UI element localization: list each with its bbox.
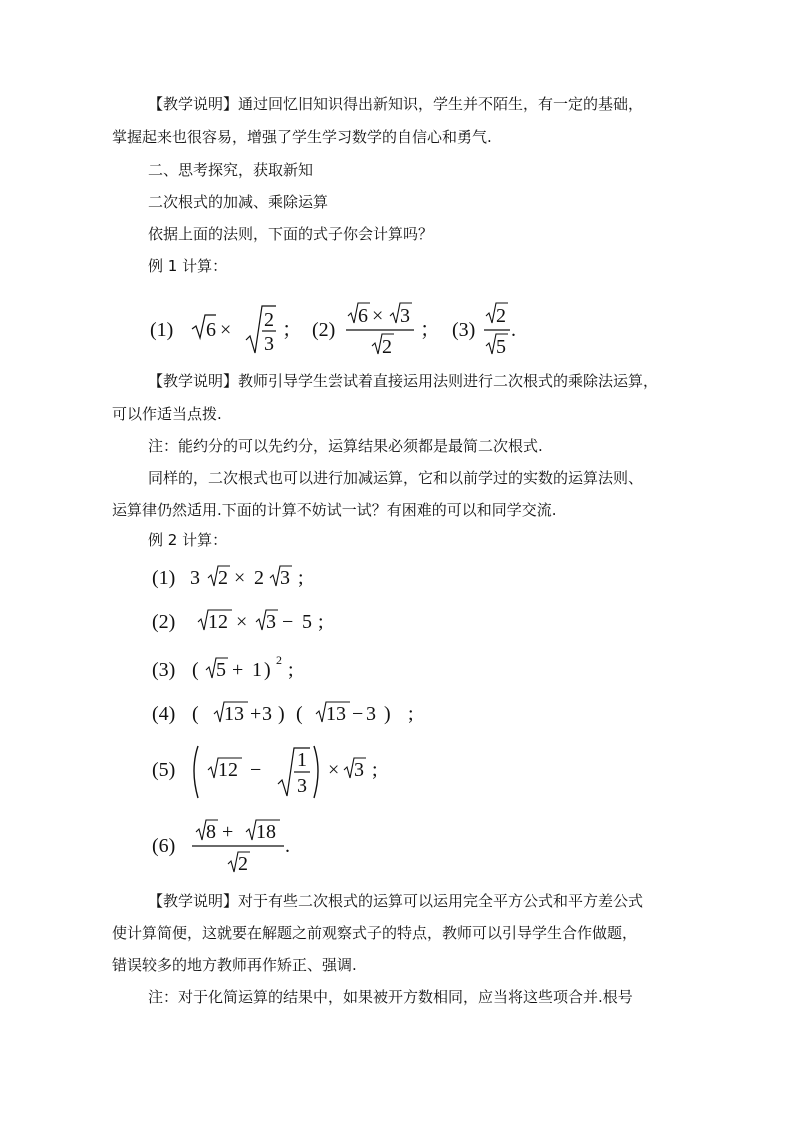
teaching-note-1-line-1: 【教学说明】通过回忆旧知识得出新知识，学生并不陌生，有一定的基础， — [148, 95, 644, 113]
right-big-paren — [314, 746, 318, 798]
ex2-r5-label: (5) — [152, 759, 176, 781]
ex1-semicolon-1: ； — [282, 319, 302, 341]
ex2-r2-rad1: 12 — [208, 611, 228, 633]
note-1: 注：能约分的可以先约分，运算结果必须都是最简二次根式. — [148, 437, 543, 455]
example-1-formula — [150, 298, 550, 368]
example-2-row-3 — [152, 648, 452, 694]
ex2-r3-lparen: ( — [192, 659, 199, 681]
example-2-row-1 — [152, 560, 452, 602]
ex2-r3-rparen: ) — [264, 659, 271, 681]
ex2-r4-rad2: 13 — [326, 703, 346, 725]
ex2-r1-times: × — [234, 567, 246, 589]
ex2-r6-end: . — [285, 835, 290, 857]
ex2-r4-c2: 3 — [366, 703, 376, 725]
ex2-r2-rad2: 3 — [266, 611, 276, 633]
ex2-r2-minus: − — [282, 611, 294, 633]
ex2-r5-frac-num: 1 — [297, 749, 307, 771]
ex2-r6-rad2: 18 — [256, 821, 276, 843]
ex2-r6-rad1: 8 — [206, 821, 216, 843]
ex1-label-1: (1) — [150, 319, 174, 341]
ex2-r6-plus: + — [222, 821, 234, 843]
ex2-r1-rad1: 2 — [218, 567, 228, 589]
ex2-r4-c1: 3 — [262, 703, 272, 725]
example-2-row-5 — [152, 740, 452, 810]
ex2-r3-end: ; — [288, 659, 294, 681]
ex2-r4-rparen-2: ) — [384, 703, 391, 725]
teaching-note-2-line-1: 【教学说明】教师引导学生尝试着直接运用法则进行二次根式的乘除法运算， — [148, 372, 659, 390]
teaching-note-1-line-2: 掌握起来也很容易，增强了学生学习数学的自信心和勇气. — [112, 128, 492, 146]
example-2-row-2 — [152, 604, 452, 646]
subheading: 二次根式的加减、乘除运算 — [148, 193, 329, 211]
ex2-r3-plus: + — [232, 659, 244, 681]
ex1-frac-num: 2 — [264, 309, 274, 331]
ex2-r6-den: 2 — [238, 853, 248, 875]
ex2-r5-frac-den: 3 — [297, 775, 307, 797]
ex2-r5-rad1: 12 — [218, 759, 238, 781]
ex2-r3-exponent: 2 — [276, 653, 282, 667]
teaching-note-3-line-1: 【教学说明】对于有些二次根式的运算可以运用完全平方公式和平方差公式 — [148, 892, 644, 910]
teaching-note-2-line-2: 可以作适当点拨. — [112, 405, 222, 423]
example-1-svg — [150, 298, 550, 362]
example-2-row-4 — [152, 696, 472, 738]
ex2-r4-lparen-1: ( — [192, 703, 199, 725]
ex2-r3-label: (3) — [152, 659, 176, 681]
ex2-r4-plus: + — [250, 703, 262, 725]
ex2-r1-label: (1) — [152, 567, 176, 589]
ex2-r3-rad: 5 — [216, 659, 226, 681]
ex2-r2-const: 5 — [302, 611, 312, 633]
ex1-num-b: 3 — [400, 305, 410, 327]
ex2-r4-end: ; — [408, 703, 414, 725]
ex1-semicolon-2: ； — [420, 319, 440, 341]
ex1-dot: . — [511, 319, 516, 341]
left-big-paren — [194, 746, 198, 798]
ex2-r1-coef2: 2 — [254, 567, 264, 589]
ex2-r5-minus: − — [250, 759, 262, 781]
ex1-den-2: 2 — [382, 336, 392, 358]
ex1-num-times: × — [372, 305, 384, 327]
ex2-r4-rparen-1: ) — [278, 703, 285, 725]
note-2: 注：对于化简运算的结果中，如果被开方数相同，应当将这些项合并.根号 — [148, 988, 633, 1006]
ex2-r2-times: × — [236, 611, 248, 633]
ex2-r2-end: ; — [318, 611, 324, 633]
ex1-frac-den: 3 — [264, 333, 274, 355]
ex2-r4-rad1: 13 — [224, 703, 244, 725]
ex2-r2-label: (2) — [152, 611, 176, 633]
section-heading: 二、思考探究，获取新知 — [148, 161, 314, 179]
paragraph-3-line-2: 运算律仍然适用.下面的计算不妨试一试？有困难的可以和同学交流. — [112, 501, 557, 519]
ex1-times: × — [220, 319, 232, 341]
ex1-num3: 2 — [496, 305, 506, 327]
teaching-note-3-line-2: 使计算简便，这就要在解题之前观察式子的特点，教师可以引导学生合作做题， — [112, 924, 638, 942]
example-2-row-6 — [152, 812, 452, 888]
ex2-r4-minus: − — [352, 703, 364, 725]
ex1-label-2: (2) — [312, 319, 336, 341]
intro-text: 依据上面的法则，下面的式子你会计算吗？ — [148, 225, 434, 243]
ex2-r1-end: ; — [298, 567, 304, 589]
paragraph-3-line-1: 同样的，二次根式也可以进行加减运算，它和以前学过的实数的运算法则、 — [148, 469, 644, 487]
ex1-num-a: 6 — [358, 305, 368, 327]
ex1-label-3: (3) — [452, 319, 476, 341]
ex2-r5-times: × — [328, 759, 340, 781]
teaching-note-3-line-3: 错误较多的地方教师再作矫正、强调. — [112, 956, 357, 974]
ex2-r1-rad2: 3 — [280, 567, 290, 589]
ex2-r5-rad2: 3 — [354, 759, 364, 781]
ex2-r4-lparen-2: ( — [296, 703, 303, 725]
example-2-label: 例 2 计算： — [148, 531, 228, 549]
ex2-r3-one: 1 — [252, 659, 262, 681]
ex1-radicand-6: 6 — [206, 319, 216, 341]
ex2-r6-label: (6) — [152, 835, 176, 857]
ex2-r5-end: ; — [372, 759, 378, 781]
ex2-r4-label: (4) — [152, 703, 176, 725]
ex2-r1-coef1: 3 — [190, 567, 200, 589]
ex1-den3: 5 — [496, 336, 506, 358]
example-1-label: 例 1 计算： — [148, 257, 228, 275]
